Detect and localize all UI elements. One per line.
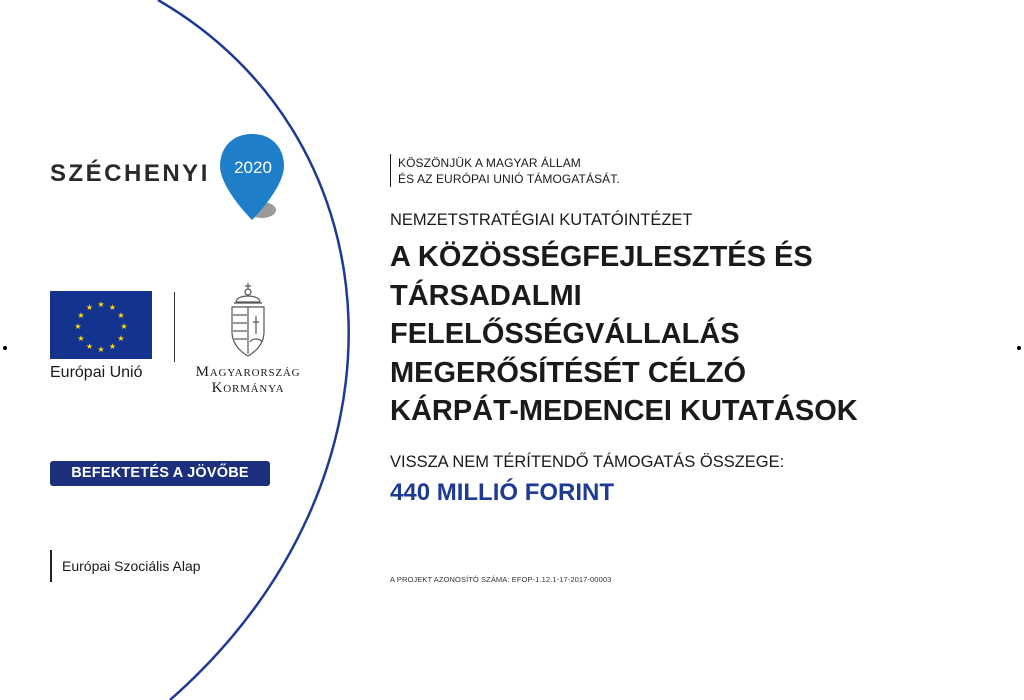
government-line-2: Kormánya bbox=[211, 380, 285, 396]
invest-in-future-badge: BEFEKTETÉS A JÖVŐBE bbox=[50, 461, 270, 486]
government-line-1: Magyarország bbox=[195, 364, 301, 380]
svg-text:★: ★ bbox=[120, 322, 128, 331]
svg-text:★: ★ bbox=[74, 322, 82, 331]
registration-mark-left bbox=[2, 345, 8, 351]
esa-divider bbox=[50, 550, 52, 582]
thanks-text bbox=[398, 155, 620, 187]
title-line: A KÖZÖSSÉGFEJLESZTÉS ÉS bbox=[390, 241, 813, 273]
title-line: MEGERŐSÍTÉSÉT CÉLZÓ bbox=[390, 356, 747, 389]
thanks-divider bbox=[390, 154, 391, 187]
svg-text:★: ★ bbox=[77, 334, 85, 343]
svg-text:★: ★ bbox=[108, 342, 117, 351]
svg-text:★: ★ bbox=[97, 345, 105, 354]
svg-text:★: ★ bbox=[85, 303, 94, 312]
institute-name: NEMZETSTRATÉGIAI KUTATÓINTÉZET bbox=[390, 211, 693, 229]
eu-flag-icon bbox=[50, 291, 152, 359]
szechenyi-year: 2020 bbox=[234, 158, 272, 177]
logo-divider bbox=[174, 292, 175, 362]
esa-label: Európai Szociális Alap bbox=[62, 558, 201, 574]
title-line: TÁRSADALMI bbox=[390, 279, 582, 312]
svg-text:★: ★ bbox=[85, 342, 94, 351]
support-amount: 440 MILLIÓ FORINT bbox=[390, 479, 615, 506]
svg-text:★: ★ bbox=[77, 311, 85, 320]
title-line: KÁRPÁT-MEDENCEI KUTATÁSOK bbox=[390, 395, 858, 427]
svg-text:★: ★ bbox=[108, 303, 117, 312]
svg-text:★: ★ bbox=[97, 300, 105, 309]
svg-text:★: ★ bbox=[117, 311, 125, 320]
project-id: A PROJEKT AZONOSÍTÓ SZÁMA: EFOP-1.12.1-17-2017-00003 bbox=[390, 575, 612, 584]
support-label: VISSZA NEM TÉRÍTENDŐ TÁMOGATÁS ÖSSZEGE: bbox=[390, 453, 785, 471]
svg-text:★: ★ bbox=[117, 334, 125, 343]
registration-mark-right bbox=[1016, 345, 1022, 351]
project-title bbox=[390, 238, 858, 431]
hungarian-crest-icon bbox=[226, 282, 270, 360]
eu-label: Európai Unió bbox=[50, 364, 143, 381]
thanks-line-1: KÖSZÖNJÜK A MAGYAR ÁLLAM bbox=[398, 156, 581, 170]
title-line: FELELŐSSÉGVÁLLALÁS bbox=[390, 318, 740, 350]
thanks-line-2: ÉS AZ EURÓPAI UNIÓ TÁMOGATÁSÁT. bbox=[398, 172, 620, 186]
szechenyi-wordmark: SZÉCHENYI bbox=[50, 160, 210, 187]
